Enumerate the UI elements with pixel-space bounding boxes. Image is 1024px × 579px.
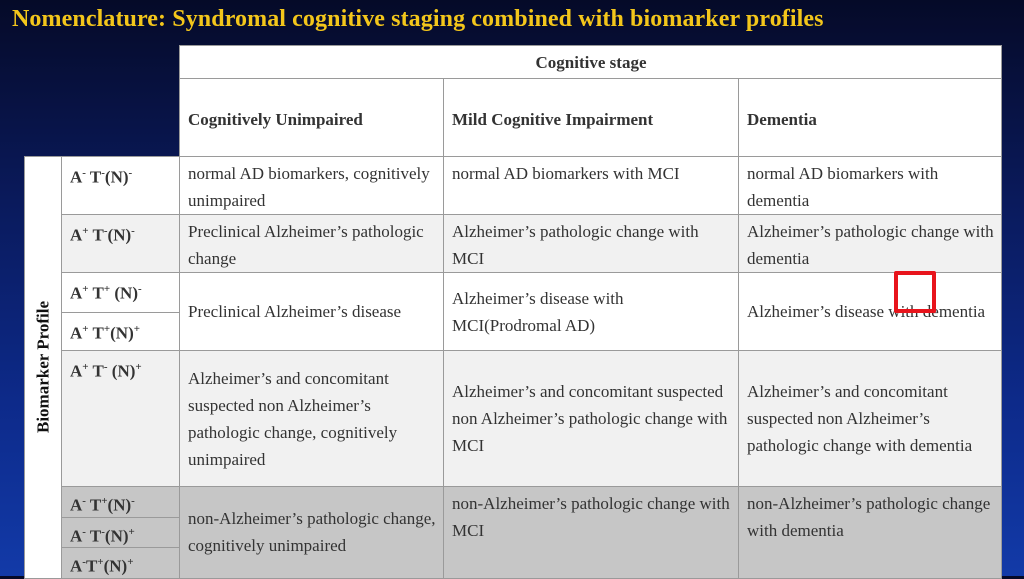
cognitive-stage-header: Cognitive stage: [180, 46, 1002, 79]
cell-non-ad-cu: non-Alzheimer’s pathologic change, cognitively unimpaired: [180, 487, 444, 579]
cell-concomitant-cu: Alzheimer’s and concomitant suspected non Alzheimer’s pathologic change, cognitively unimpaired: [180, 351, 444, 487]
cell-preclinical-pathologic-change: Preclinical Alzheimer’s pathologic change: [180, 215, 444, 273]
cell-concomitant-dementia: Alzheimer’s and concomitant suspected non Alzheimer’s pathologic change with dementia: [739, 351, 1002, 487]
cell-non-ad-mci: non-Alzheimer’s pathologic change with MCI: [444, 487, 739, 579]
slide-title: Nomenclature: Syndromal cognitive staging combined with biomarker profiles: [12, 6, 824, 32]
cell-concomitant-mci: Alzheimer’s and concomitant suspected non Alzheimer’s pathologic change with MCI: [444, 351, 739, 487]
biomarker-profile-label: Biomarker Profile: [33, 301, 53, 434]
row-label-a-neg-t-neg-n-neg: A- T-(N)-: [62, 157, 180, 215]
cell-normal-dementia: normal AD biomarkers with dementia: [739, 157, 1002, 215]
highlight-marker: [894, 271, 936, 313]
row-label-a-neg-t-neg-n-pos: A- T-(N)+: [62, 517, 180, 548]
cell-preclinical-ad: Preclinical Alzheimer’s disease: [180, 273, 444, 351]
cell-ad-dementia: Alzheimer’s disease with dementia: [739, 273, 1002, 351]
row-label-a-pos-t-pos-n-pos: A+ T+(N)+: [62, 313, 180, 351]
biomarker-profile-label-cell: [25, 157, 62, 579]
column-header-dementia: Dementia: [739, 79, 1002, 157]
row-label-a-pos-t-neg-n-neg: A+ T-(N)-: [62, 215, 180, 273]
column-header-cognitively-unimpaired: Cognitively Unimpaired: [180, 79, 444, 157]
cell-ad-mci: Alzheimer’s disease with MCI(Prodromal AD): [444, 273, 739, 351]
cell-non-ad-dementia: non-Alzheimer’s pathologic change with dementia: [739, 487, 1002, 579]
row-label-a-neg-t-pos-n-neg: A- T+(N)-: [62, 487, 180, 518]
cell-normal-mci: normal AD biomarkers with MCI: [444, 157, 739, 215]
cell-pathologic-change-dementia: Alzheimer’s pathologic change with dementia: [739, 215, 1002, 273]
column-header-mci: Mild Cognitive Impairment: [444, 79, 739, 157]
cell-pathologic-change-mci: Alzheimer’s pathologic change with MCI: [444, 215, 739, 273]
row-label-a-pos-t-neg-n-pos: A+ T- (N)+: [62, 351, 180, 487]
row-label-a-neg-t-pos-n-pos: A-T+(N)+: [62, 548, 180, 579]
table-corner: [25, 46, 180, 157]
row-label-a-pos-t-pos-n-neg: A+ T+ (N)-: [62, 273, 180, 313]
staging-table: [24, 45, 1002, 579]
cell-normal-cu: normal AD biomarkers, cognitively unimpaired: [180, 157, 444, 215]
